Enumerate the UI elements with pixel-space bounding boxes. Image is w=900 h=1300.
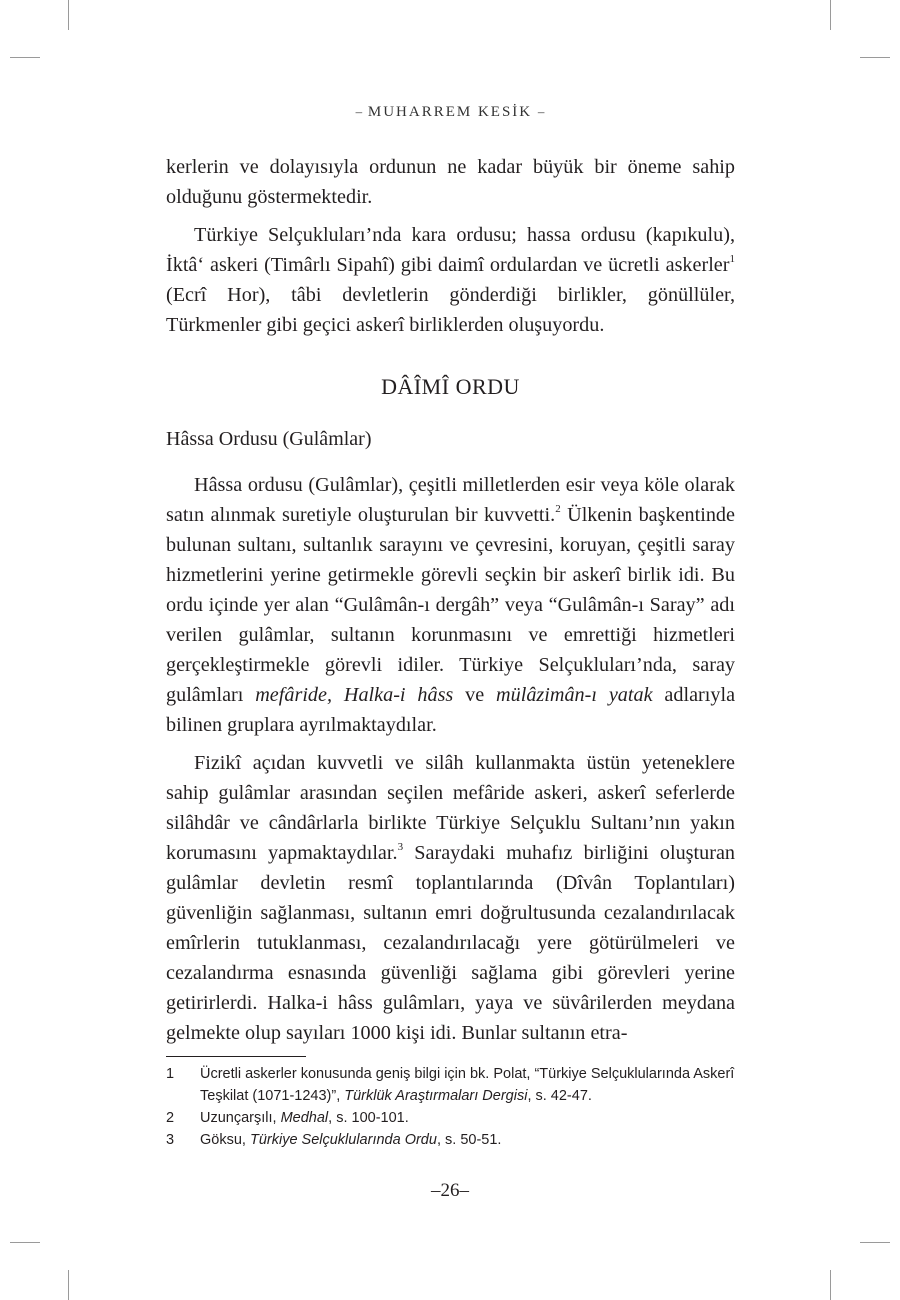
footnote-3 xyxy=(166,1129,738,1151)
crop-mark-bottom-right xyxy=(830,1270,831,1300)
italic-term: mülâzimân-ı yatak xyxy=(496,684,653,706)
running-head xyxy=(0,104,900,121)
text-span: , s. 100-101. xyxy=(328,1110,409,1126)
crop-mark-right-top xyxy=(860,57,890,58)
running-head-author: MUHARREM KESİK xyxy=(367,104,533,120)
italic-title: Türkiye Selçuklularında Ordu xyxy=(249,1132,437,1148)
footnote-number: 3 xyxy=(166,1132,175,1148)
crop-mark-right-bottom xyxy=(860,1242,890,1243)
running-head-left-dash: – xyxy=(355,104,363,119)
body-text-top xyxy=(166,152,735,348)
text-span: Göksu, xyxy=(200,1132,250,1148)
footnote-text xyxy=(200,1107,738,1129)
footnote-text xyxy=(200,1063,738,1107)
crop-mark-top-right xyxy=(830,0,831,30)
footnotes xyxy=(166,1063,738,1151)
running-head-right-dash: – xyxy=(537,104,545,119)
text-span: Ülkenin başkentinde bulunan sultanı, sultanlık sarayını ve çevresini, koruyan, çeşitli saray hizmetlerini yerine getirmekle görevli seçkin bir askerî birlik idi. Bu ordu içinde yer alan “Gulâmân-ı dergâh” veya “Gulâmân-ı Saray” adı verilen gulâmlar, sultanın korunmasını ve emrettiği hizmetleri gerçekleştirmekle görevli idiler. Türkiye Selçukluları’nda, saray gulâmları xyxy=(166,504,735,706)
paragraph-hassa-ordusu xyxy=(166,470,735,740)
footnote-rule xyxy=(166,1056,306,1057)
italic-title: Türklük Araştırmaları Dergisi xyxy=(344,1088,528,1104)
footnote-number: 2 xyxy=(166,1110,175,1126)
paragraph-continued: kerlerin ve dolayısıyla ordunun ne kadar büyük bir öneme sahip olduğunu göstermektedir. xyxy=(166,156,735,208)
text-span: Türkiye Selçukluları’nda kara ordusu; hassa ordusu (kapıkulu), İktâ‘ askeri (Timârlı Sipahî) gibi daimî ordulardan ve ücretli askerler xyxy=(166,224,735,276)
text-span: , s. 42-47. xyxy=(527,1088,592,1104)
footnote-text xyxy=(200,1129,738,1151)
crop-mark-bottom-left xyxy=(68,1270,69,1300)
paragraph-mefaride xyxy=(166,748,735,1048)
text-span: Hâssa ordusu (Gulâmlar), çeşitli milletlerden esir veya köle olarak satın alınmak suretiyle oluşturulan bir kuvvetti. xyxy=(166,474,735,526)
paragraph-army-composition xyxy=(166,220,735,340)
crop-mark-top-left xyxy=(68,0,69,30)
footnote-number: 1 xyxy=(166,1066,175,1082)
footnote-ref-3: 3 xyxy=(397,841,404,854)
text-span: (Ecrî Hor), tâbi devletlerin gönderdiği birlikler, gönüllüler, Türkmenler gibi geçici askerî birliklerden oluşuyordu. xyxy=(166,284,735,336)
body-text-main xyxy=(166,470,735,1056)
footnote-1 xyxy=(166,1063,738,1107)
subheading: Hâssa Ordusu (Gulâmlar) xyxy=(166,428,372,450)
italic-term: mefâride, Halka-i hâss xyxy=(255,684,454,706)
footnote-ref-1: 1 xyxy=(729,253,735,266)
text-span: Saraydaki muhafız birliğini oluşturan gulâmlar devletin resmî toplantılarında (Dîvân Toplantıları) güvenliğin sağlanması, sultanın emri doğrultusunda cezalandırılacak emîrlerin tutuklanması, cezalandırılacağı yere götürülmeleri ve cezalandırma esnasında güvenliği sağlama gibi görevleri yerine getirirlerdi. Halka-i hâss gulâmları, yaya ve süvârilerden meydana gelmekte olup sayıları 1000 kişi idi. Bunlar sultanın etra- xyxy=(166,842,736,1044)
footnote-ref-2: 2 xyxy=(555,503,561,516)
crop-mark-left-bottom xyxy=(10,1242,40,1243)
text-span: Ücretli askerler konusunda geniş bilgi için bk. Polat, “Türkiye Selçuklularında Askerî Teşkilat (1071-1243)”, xyxy=(200,1066,735,1104)
footnote-2 xyxy=(166,1107,738,1129)
crop-mark-left-top xyxy=(10,57,40,58)
text-span: adlarıyla bilinen gruplara ayrılmaktaydılar. xyxy=(166,684,736,736)
text-span: Fizikî açıdan kuvvetli ve silâh kullanmakta üstün yeteneklere sahip gulâmlar arasından seçilen mefâride askeri, askerî seferlerde silâhdâr ve cândârlarla birlikte Türkiye Selçuklu Sultanı’nın yakın korumasını yapmaktaydılar. xyxy=(166,752,735,864)
page-number: –26– xyxy=(431,1180,469,1201)
text-span: Uzunçarşılı, xyxy=(200,1110,281,1126)
section-title: DÂÎMÎ ORDU xyxy=(381,374,520,399)
italic-title: Medhal xyxy=(280,1110,329,1126)
text-span: ve xyxy=(453,684,497,706)
text-span: , s. 50-51. xyxy=(436,1132,502,1148)
